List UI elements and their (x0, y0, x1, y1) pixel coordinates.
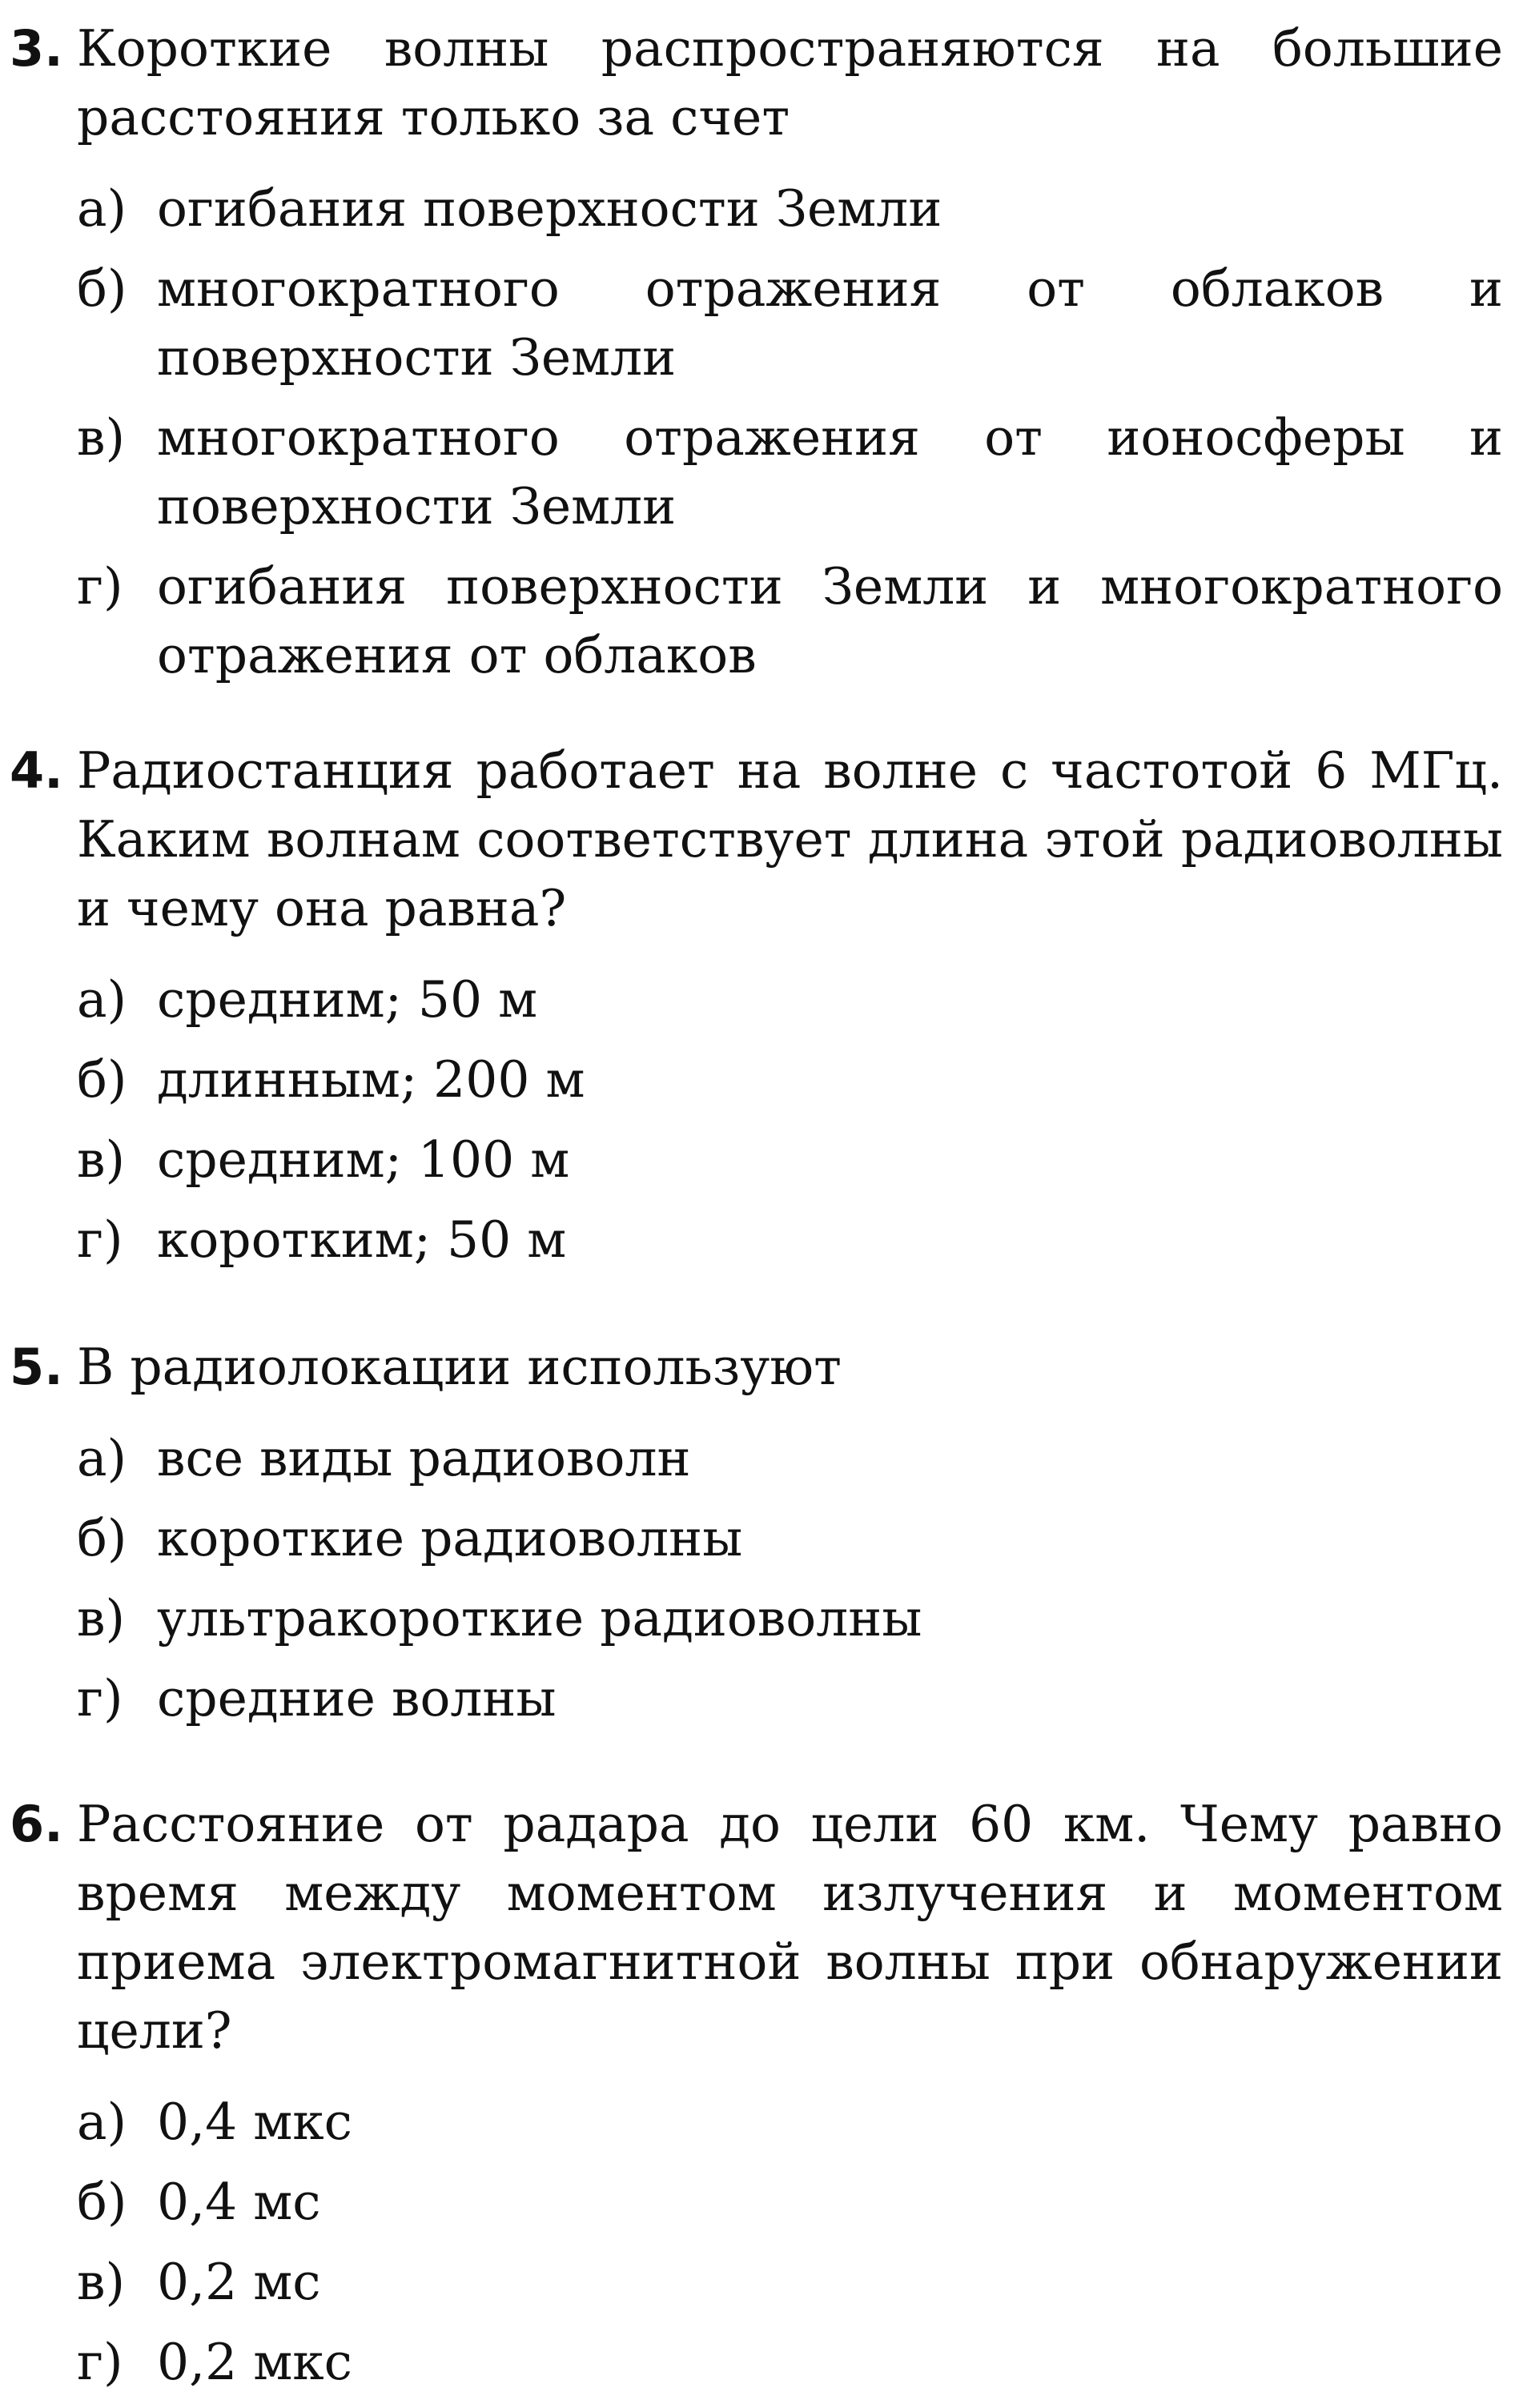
option-text: коротким; 50 м (157, 1210, 567, 1269)
answer-option (0, 1424, 1527, 1493)
option-letter: г) (77, 557, 123, 616)
question-number: 4. (10, 741, 63, 800)
question-number: 5. (10, 1338, 63, 1396)
answer-option (0, 2088, 1527, 2157)
option-letter: в) (77, 1589, 126, 1647)
answer-option (0, 1584, 1527, 1653)
question-5 (0, 1333, 1527, 1744)
option-text: средним; 50 м (157, 970, 538, 1029)
answer-option (0, 1664, 1527, 1733)
option-text: 0,4 мкс (157, 2093, 352, 2151)
option-letter: г) (77, 2333, 123, 2391)
option-text: огибания поверхности Земли (157, 179, 942, 238)
option-text: средние волны (157, 1669, 557, 1728)
answer-option (0, 1504, 1527, 1573)
option-letter: г) (77, 1210, 123, 1269)
question-text: В радиолокации используют (77, 1338, 842, 1396)
answer-option (0, 2168, 1527, 2237)
answer-option (0, 403, 1527, 541)
option-text: многократного отражения от ионосферы и поверхности Земли (157, 408, 1503, 536)
option-letter: а) (77, 1429, 127, 1487)
question-stem (0, 14, 1527, 152)
answer-options (0, 175, 1527, 690)
option-text: средним; 100 м (157, 1130, 570, 1189)
option-text: длинным; 200 м (157, 1050, 585, 1109)
answer-options (0, 1424, 1527, 1733)
option-text: ультракороткие радиоволны (157, 1589, 922, 1647)
option-letter: в) (77, 2253, 126, 2311)
question-4 (0, 736, 1527, 1286)
option-letter: б) (77, 1050, 127, 1109)
option-letter: а) (77, 179, 127, 238)
question-number: 3. (10, 19, 63, 78)
answer-option (0, 552, 1527, 690)
answer-option (0, 1045, 1527, 1114)
option-text: 0,2 мс (157, 2253, 321, 2311)
option-letter: в) (77, 1130, 126, 1189)
option-letter: г) (77, 1669, 123, 1728)
answer-options (0, 2088, 1527, 2397)
option-text: короткие радиоволны (157, 1509, 743, 1567)
option-text: 0,4 мс (157, 2173, 321, 2231)
question-number: 6. (10, 1795, 63, 1853)
option-text: все виды радиоволн (157, 1429, 691, 1487)
question-stem (0, 736, 1527, 943)
option-text: 0,2 мкс (157, 2333, 352, 2391)
question-3 (0, 14, 1527, 701)
answer-option (0, 1206, 1527, 1274)
option-letter: б) (77, 259, 127, 318)
option-letter: б) (77, 1509, 127, 1567)
answer-option (0, 965, 1527, 1034)
option-letter: а) (77, 2093, 127, 2151)
option-text: огибания поверхности Земли и многократного отражения от облаков (157, 557, 1503, 684)
question-6 (0, 1790, 1527, 2408)
option-letter: в) (77, 408, 126, 467)
option-letter: б) (77, 2173, 127, 2231)
question-stem (0, 1333, 1527, 1402)
question-stem (0, 1790, 1527, 2065)
answer-option (0, 255, 1527, 392)
question-text: Короткие волны распространяются на большие расстояния только за счет (77, 19, 1503, 146)
answer-option (0, 2328, 1527, 2397)
question-text: Расстояние от радара до цели 60 км. Чему равно время между моментом излучения и моментом приема электромагнитной волны при обнаружении цели? (77, 1795, 1503, 2060)
option-letter: а) (77, 970, 127, 1029)
answer-option (0, 2248, 1527, 2317)
answer-option (0, 1126, 1527, 1194)
question-text: Радиостанция работает на волне с частотой 6 МГц. Каким волнам соответствует длина этой радиоволны и чему она равна? (77, 741, 1503, 937)
option-text: многократного отражения от облаков и поверхности Земли (157, 259, 1503, 387)
answer-options (0, 965, 1527, 1274)
answer-option (0, 175, 1527, 243)
